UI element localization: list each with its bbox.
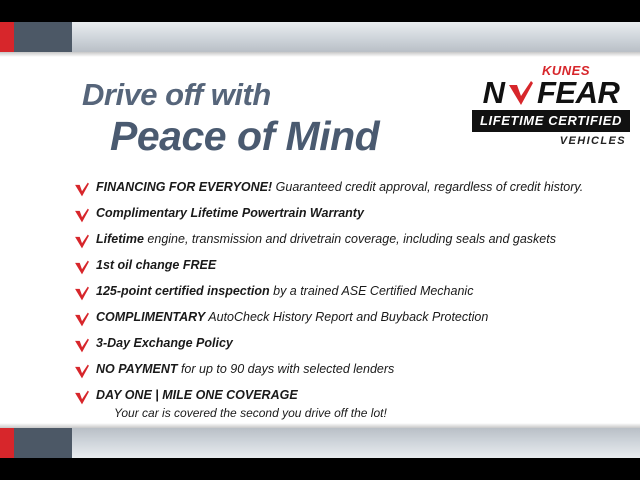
- check-mark-icon: [74, 260, 92, 276]
- top-band-shadow: [0, 52, 640, 57]
- list-item-rest: Guaranteed credit approval, regardless of credit history.: [272, 180, 584, 194]
- list-item: [74, 336, 614, 354]
- top-band-dark-block: [14, 22, 72, 52]
- logo-brand-text: KUNES: [541, 63, 590, 78]
- top-band-red-block: [0, 22, 14, 52]
- list-item-text: [92, 258, 216, 273]
- list-item-strong: 3-Day Exchange Policy: [96, 336, 233, 350]
- list-item-strong: DAY ONE | MILE ONE COVERAGE: [96, 388, 298, 402]
- logo-word-fear: FEAR: [537, 75, 620, 110]
- list-item-text: [92, 284, 473, 299]
- list-item-text: [92, 180, 583, 195]
- list-item-rest: by a trained ASE Certified Mechanic: [269, 284, 474, 298]
- headline-line-2: Peace of Mind: [110, 113, 380, 159]
- check-mark-icon: [74, 286, 92, 302]
- list-item: [74, 284, 614, 302]
- check-mark-icon: [74, 234, 92, 250]
- top-decorative-band: [0, 22, 640, 52]
- advertisement-image: [0, 22, 640, 458]
- list-item: [74, 388, 614, 421]
- list-item-text: [92, 388, 387, 421]
- logo-no-fear-row: [472, 77, 630, 108]
- bottom-decorative-band: [0, 428, 640, 458]
- check-mark-icon: [74, 364, 92, 380]
- list-item-text: [92, 206, 364, 221]
- list-item-rest: for up to 90 days with selected lenders: [177, 362, 395, 376]
- list-item: [74, 180, 614, 198]
- logo-letter-n: N: [482, 75, 505, 110]
- headline: [82, 78, 379, 158]
- check-mark-icon: [74, 390, 92, 406]
- list-item-rest: engine, transmission and drivetrain coverage, including seals and gaskets: [143, 232, 556, 246]
- letterbox-top: [0, 0, 640, 22]
- list-item: [74, 362, 614, 380]
- list-item-strong: Lifetime: [96, 232, 144, 246]
- kunes-no-fear-logo: [472, 64, 630, 147]
- list-item: [74, 310, 614, 328]
- list-item-subtext: Your car is covered the second you drive off the lot!: [114, 406, 387, 420]
- logo-vehicles-text: VEHICLES: [559, 135, 626, 147]
- bottom-band-dark-block: [14, 428, 72, 458]
- list-item-text: [92, 310, 488, 325]
- check-mark-icon: [74, 208, 92, 224]
- list-item-strong: 1st oil change FREE: [96, 258, 217, 272]
- list-item-text: [92, 232, 556, 247]
- list-item-strong: COMPLIMENTARY: [96, 310, 206, 324]
- logo-lifetime-certified-bar: LIFETIME CERTIFIED: [472, 110, 630, 132]
- check-mark-icon: [74, 338, 92, 354]
- bottom-band-red-block: [0, 428, 14, 458]
- list-item-strong: FINANCING FOR EVERYONE!: [96, 180, 273, 194]
- list-item: [74, 258, 614, 276]
- list-item-strong: Complimentary Lifetime Powertrain Warranty: [96, 206, 364, 220]
- list-item-strong: 125-point certified inspection: [96, 284, 270, 298]
- list-item: [74, 206, 614, 224]
- list-item-strong: NO PAYMENT: [96, 362, 178, 376]
- list-item-rest: AutoCheck History Report and Buyback Protection: [205, 310, 489, 324]
- check-mark-icon: [74, 312, 92, 328]
- check-mark-icon: [74, 182, 92, 198]
- letterbox-bottom: [0, 458, 640, 480]
- check-mark-icon: [508, 78, 534, 108]
- list-item-text: [92, 362, 394, 377]
- benefits-list: [74, 180, 614, 429]
- list-item-text: [92, 336, 233, 351]
- headline-line-1: Drive off with: [82, 77, 271, 112]
- list-item: [74, 232, 614, 250]
